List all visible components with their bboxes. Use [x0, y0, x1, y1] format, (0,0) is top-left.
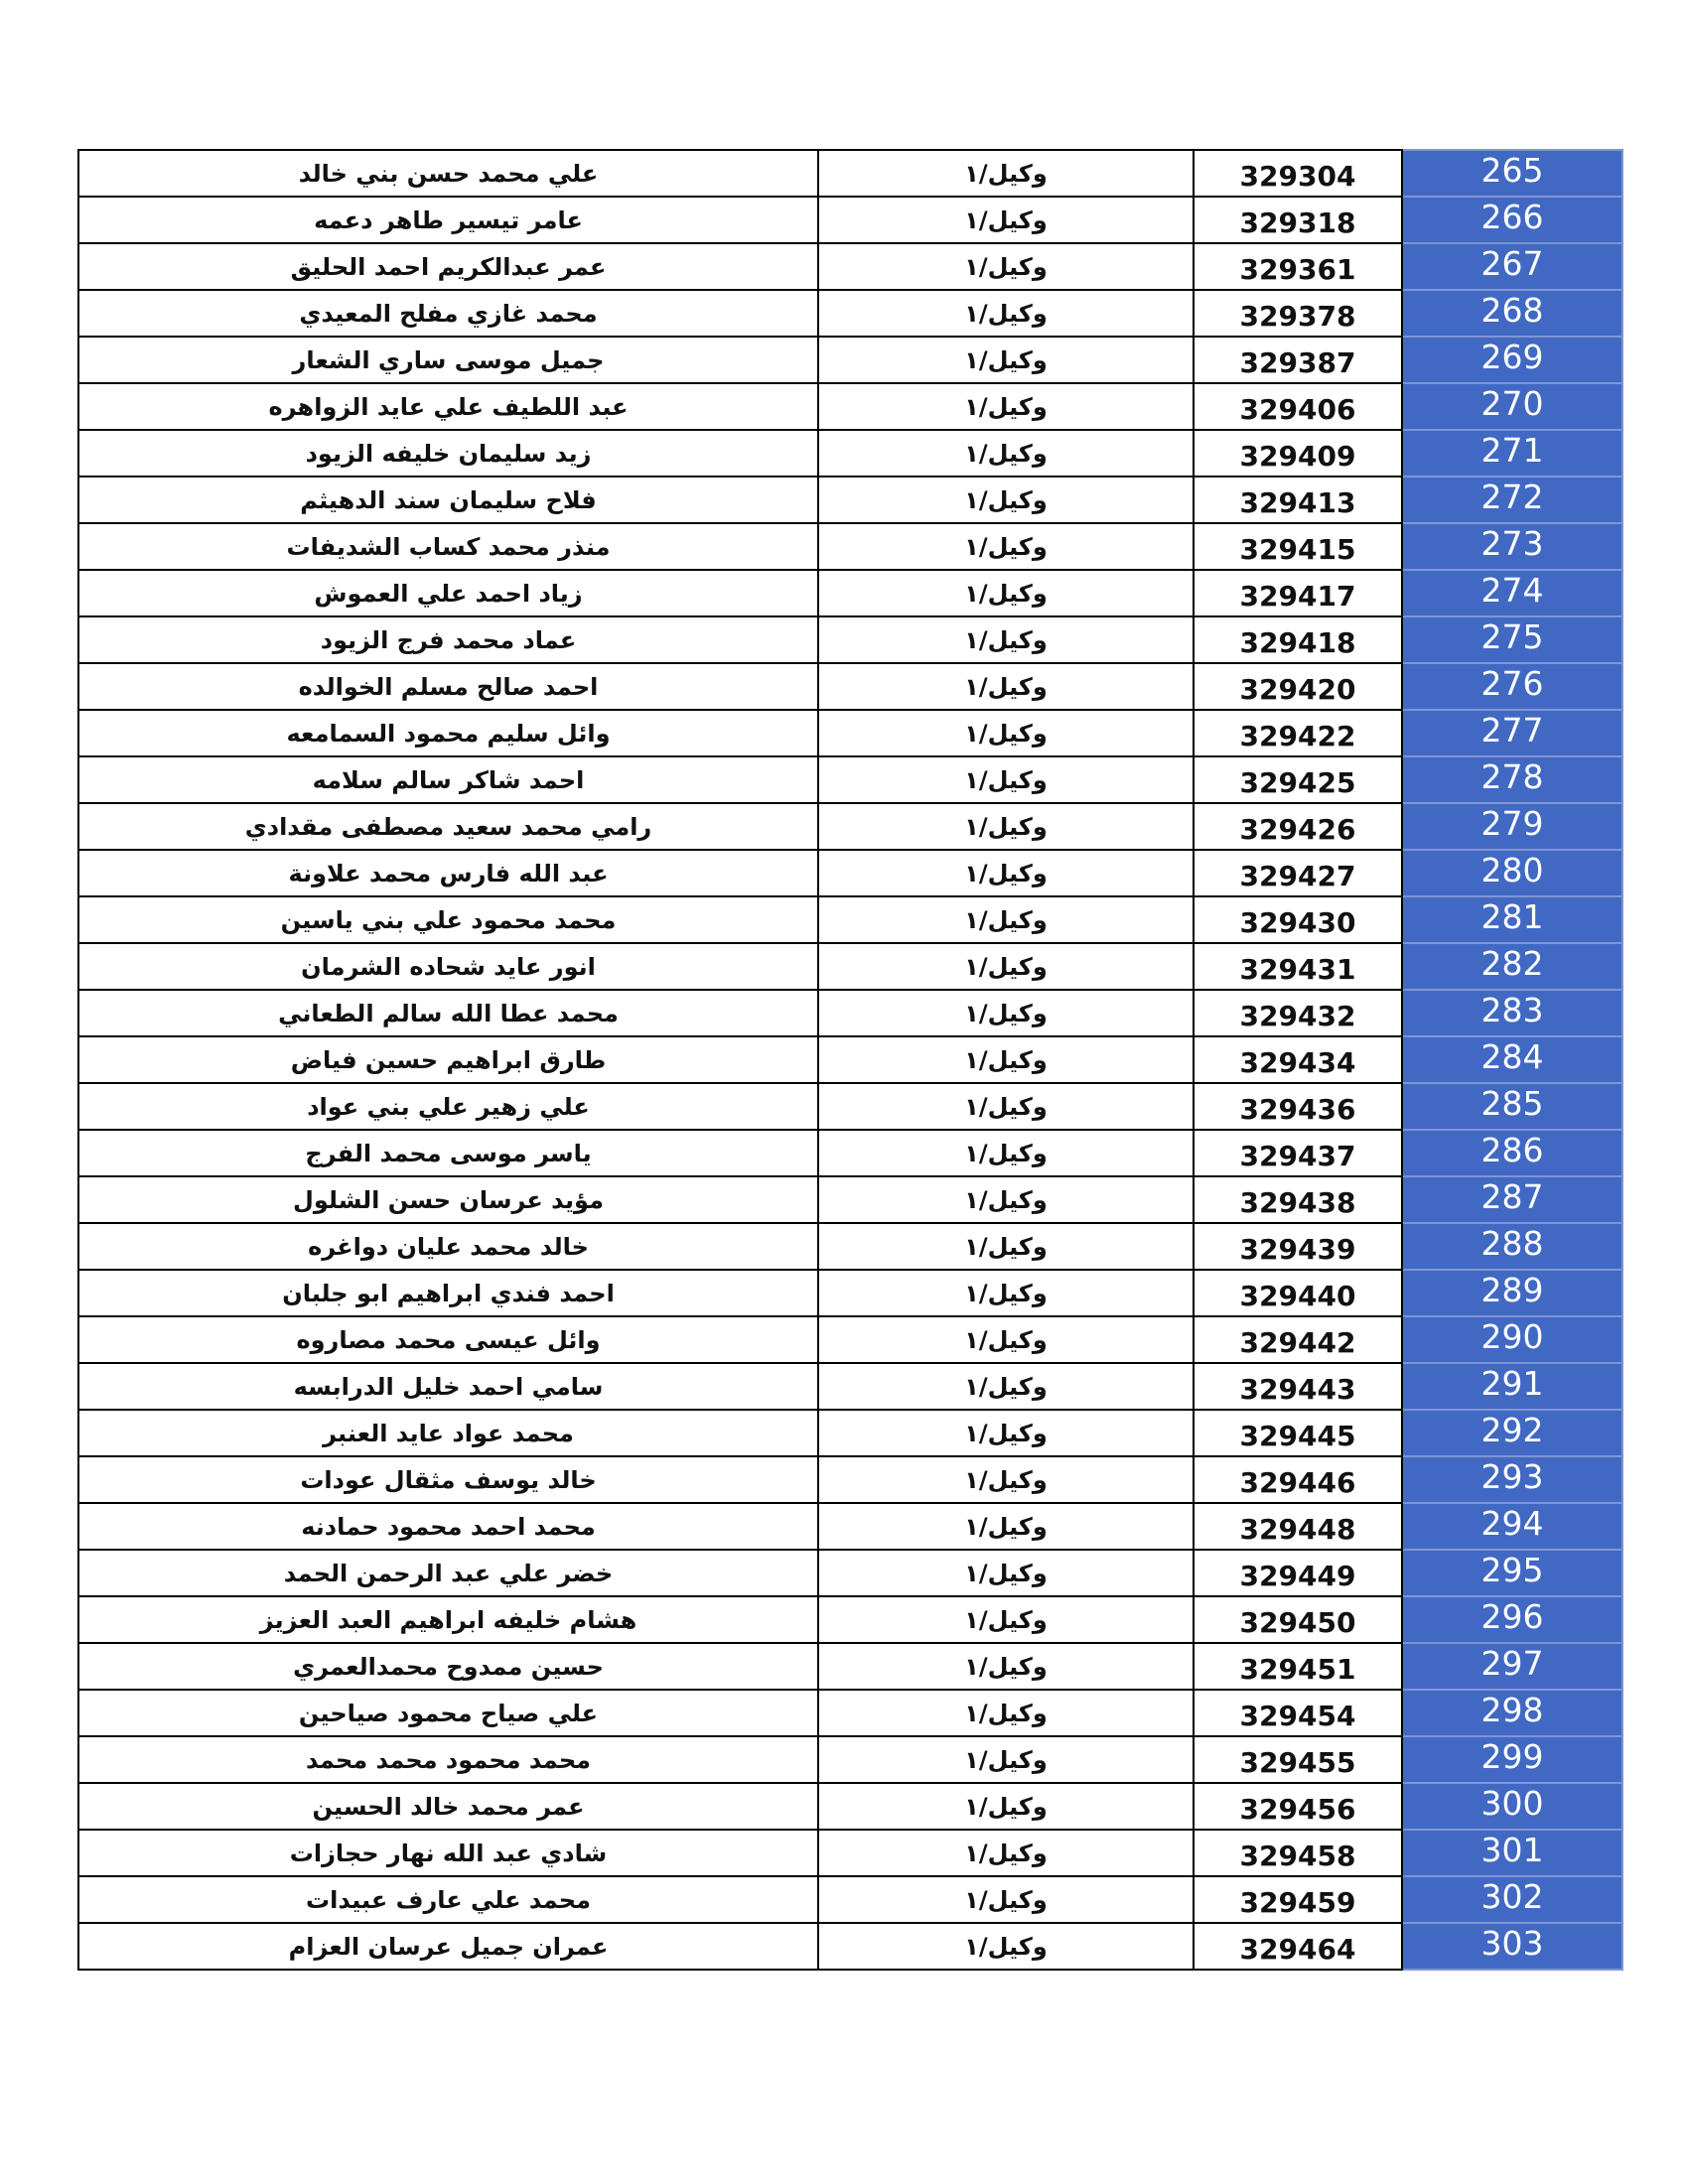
sequence-number-cell: 272 [1402, 477, 1622, 523]
name-cell: وائل سليم محمود السمامعه [78, 710, 818, 756]
rank-cell: وكيل/١ [818, 990, 1194, 1036]
table-row [78, 943, 1622, 990]
id-number-cell: 329361 [1194, 243, 1402, 290]
table-row [78, 1550, 1622, 1596]
sequence-number-cell: 270 [1402, 383, 1622, 430]
sequence-number-cell: 303 [1402, 1923, 1622, 1970]
name-cell: رامي محمد سعيد مصطفى مقدادي [78, 803, 818, 850]
sequence-number-cell: 294 [1402, 1503, 1622, 1550]
name-cell: عمر محمد خالد الحسين [78, 1783, 818, 1830]
name-cell: سامي احمد خليل الدرابسه [78, 1363, 818, 1410]
id-number-cell: 329426 [1194, 803, 1402, 850]
table-row [78, 337, 1622, 383]
table-row [78, 1270, 1622, 1316]
table-row [78, 1316, 1622, 1363]
table-row [78, 1223, 1622, 1270]
id-number-cell: 329420 [1194, 663, 1402, 710]
id-number-cell: 329406 [1194, 383, 1402, 430]
name-cell: زياد احمد علي العموش [78, 570, 818, 616]
name-cell: محمد عواد عايد العنبر [78, 1410, 818, 1456]
sequence-number-cell: 283 [1402, 990, 1622, 1036]
name-cell: عبد اللطيف علي عايد الزواهره [78, 383, 818, 430]
rank-cell: وكيل/١ [818, 337, 1194, 383]
table-row [78, 290, 1622, 337]
table-row [78, 1783, 1622, 1830]
id-number-cell: 329449 [1194, 1550, 1402, 1596]
table-row [78, 523, 1622, 570]
name-cell: خضر علي عبد الرحمن الحمد [78, 1550, 818, 1596]
id-number-cell: 329418 [1194, 616, 1402, 663]
table-row [78, 1830, 1622, 1876]
sequence-number-cell: 267 [1402, 243, 1622, 290]
rank-cell: وكيل/١ [818, 243, 1194, 290]
id-number-cell: 329422 [1194, 710, 1402, 756]
sequence-number-cell: 268 [1402, 290, 1622, 337]
id-number-cell: 329438 [1194, 1176, 1402, 1223]
sequence-number-cell: 292 [1402, 1410, 1622, 1456]
id-number-cell: 329448 [1194, 1503, 1402, 1550]
table-row [78, 1176, 1622, 1223]
id-number-cell: 329436 [1194, 1083, 1402, 1130]
rank-cell: وكيل/١ [818, 1503, 1194, 1550]
rank-cell: وكيل/١ [818, 1923, 1194, 1970]
personnel-table [77, 149, 1623, 1971]
table-row [78, 430, 1622, 477]
rank-cell: وكيل/١ [818, 1690, 1194, 1736]
name-cell: محمد غازي مفلح المعيدي [78, 290, 818, 337]
table-row [78, 896, 1622, 943]
rank-cell: وكيل/١ [818, 1643, 1194, 1690]
sequence-number-cell: 266 [1402, 197, 1622, 243]
rank-cell: وكيل/١ [818, 1223, 1194, 1270]
id-number-cell: 329440 [1194, 1270, 1402, 1316]
sequence-number-cell: 288 [1402, 1223, 1622, 1270]
id-number-cell: 329454 [1194, 1690, 1402, 1736]
rank-cell: وكيل/١ [818, 150, 1194, 197]
sequence-number-cell: 269 [1402, 337, 1622, 383]
table-row [78, 1456, 1622, 1503]
table-row [78, 1036, 1622, 1083]
id-number-cell: 329432 [1194, 990, 1402, 1036]
id-number-cell: 329425 [1194, 756, 1402, 803]
rank-cell: وكيل/١ [818, 850, 1194, 896]
name-cell: حسين ممدوح محمدالعمري [78, 1643, 818, 1690]
sequence-number-cell: 274 [1402, 570, 1622, 616]
id-number-cell: 329456 [1194, 1783, 1402, 1830]
table-row [78, 197, 1622, 243]
sequence-number-cell: 273 [1402, 523, 1622, 570]
sequence-number-cell: 280 [1402, 850, 1622, 896]
name-cell: جميل موسى ساري الشعار [78, 337, 818, 383]
id-number-cell: 329415 [1194, 523, 1402, 570]
sequence-number-cell: 279 [1402, 803, 1622, 850]
rank-cell: وكيل/١ [818, 1876, 1194, 1923]
rank-cell: وكيل/١ [818, 803, 1194, 850]
name-cell: محمد عطا الله سالم الطعاني [78, 990, 818, 1036]
table-row [78, 803, 1622, 850]
rank-cell: وكيل/١ [818, 197, 1194, 243]
personnel-table-body [78, 150, 1622, 1970]
name-cell: محمد محمود محمد محمد [78, 1736, 818, 1783]
name-cell: محمد علي عارف عبيدات [78, 1876, 818, 1923]
sequence-number-cell: 299 [1402, 1736, 1622, 1783]
sequence-number-cell: 300 [1402, 1783, 1622, 1830]
name-cell: ياسر موسى محمد الفرج [78, 1130, 818, 1176]
id-number-cell: 329439 [1194, 1223, 1402, 1270]
rank-cell: وكيل/١ [818, 570, 1194, 616]
rank-cell: وكيل/١ [818, 663, 1194, 710]
sequence-number-cell: 293 [1402, 1456, 1622, 1503]
name-cell: محمد احمد محمود حمادنه [78, 1503, 818, 1550]
sequence-number-cell: 287 [1402, 1176, 1622, 1223]
id-number-cell: 329434 [1194, 1036, 1402, 1083]
id-number-cell: 329451 [1194, 1643, 1402, 1690]
name-cell: احمد شاكر سالم سلامه [78, 756, 818, 803]
table-row [78, 1363, 1622, 1410]
table-row [78, 756, 1622, 803]
rank-cell: وكيل/١ [818, 1316, 1194, 1363]
table-row [78, 1690, 1622, 1736]
id-number-cell: 329455 [1194, 1736, 1402, 1783]
sequence-number-cell: 289 [1402, 1270, 1622, 1316]
name-cell: زيد سليمان خليفه الزيود [78, 430, 818, 477]
rank-cell: وكيل/١ [818, 1736, 1194, 1783]
table-row [78, 616, 1622, 663]
name-cell: شادي عبد الله نهار حجازات [78, 1830, 818, 1876]
name-cell: عمران جميل عرسان العزام [78, 1923, 818, 1970]
rank-cell: وكيل/١ [818, 477, 1194, 523]
sequence-number-cell: 276 [1402, 663, 1622, 710]
sequence-number-cell: 282 [1402, 943, 1622, 990]
rank-cell: وكيل/١ [818, 290, 1194, 337]
id-number-cell: 329430 [1194, 896, 1402, 943]
sequence-number-cell: 277 [1402, 710, 1622, 756]
id-number-cell: 329443 [1194, 1363, 1402, 1410]
sequence-number-cell: 281 [1402, 896, 1622, 943]
id-number-cell: 329378 [1194, 290, 1402, 337]
sequence-number-cell: 286 [1402, 1130, 1622, 1176]
name-cell: احمد فندي ابراهيم ابو جلبان [78, 1270, 818, 1316]
table-row [78, 1130, 1622, 1176]
rank-cell: وكيل/١ [818, 523, 1194, 570]
rank-cell: وكيل/١ [818, 1410, 1194, 1456]
table-row [78, 1736, 1622, 1783]
rank-cell: وكيل/١ [818, 1596, 1194, 1643]
table-row [78, 570, 1622, 616]
rank-cell: وكيل/١ [818, 1270, 1194, 1316]
sequence-number-cell: 296 [1402, 1596, 1622, 1643]
id-number-cell: 329458 [1194, 1830, 1402, 1876]
id-number-cell: 329387 [1194, 337, 1402, 383]
rank-cell: وكيل/١ [818, 943, 1194, 990]
rank-cell: وكيل/١ [818, 1083, 1194, 1130]
name-cell: منذر محمد كساب الشديفات [78, 523, 818, 570]
sequence-number-cell: 275 [1402, 616, 1622, 663]
table-row [78, 477, 1622, 523]
table-row [78, 850, 1622, 896]
id-number-cell: 329409 [1194, 430, 1402, 477]
name-cell: علي زهير علي بني عواد [78, 1083, 818, 1130]
id-number-cell: 329318 [1194, 197, 1402, 243]
rank-cell: وكيل/١ [818, 1176, 1194, 1223]
table-row [78, 1503, 1622, 1550]
table-row [78, 990, 1622, 1036]
rank-cell: وكيل/١ [818, 1783, 1194, 1830]
sequence-number-cell: 278 [1402, 756, 1622, 803]
id-number-cell: 329459 [1194, 1876, 1402, 1923]
rank-cell: وكيل/١ [818, 1036, 1194, 1083]
rank-cell: وكيل/١ [818, 710, 1194, 756]
sequence-number-cell: 290 [1402, 1316, 1622, 1363]
table-row [78, 1083, 1622, 1130]
name-cell: عمر عبدالكريم احمد الحليق [78, 243, 818, 290]
id-number-cell: 329417 [1194, 570, 1402, 616]
rank-cell: وكيل/١ [818, 1130, 1194, 1176]
name-cell: طارق ابراهيم حسين فياض [78, 1036, 818, 1083]
sequence-number-cell: 295 [1402, 1550, 1622, 1596]
rank-cell: وكيل/١ [818, 1550, 1194, 1596]
id-number-cell: 329464 [1194, 1923, 1402, 1970]
rank-cell: وكيل/١ [818, 383, 1194, 430]
id-number-cell: 329450 [1194, 1596, 1402, 1643]
name-cell: محمد محمود علي بني ياسين [78, 896, 818, 943]
sequence-number-cell: 297 [1402, 1643, 1622, 1690]
table-row [78, 243, 1622, 290]
sequence-number-cell: 284 [1402, 1036, 1622, 1083]
name-cell: وائل عيسى محمد مصاروه [78, 1316, 818, 1363]
name-cell: علي صياح محمود صياحين [78, 1690, 818, 1736]
sequence-number-cell: 285 [1402, 1083, 1622, 1130]
name-cell: عبد الله فارس محمد علاونة [78, 850, 818, 896]
rank-cell: وكيل/١ [818, 616, 1194, 663]
id-number-cell: 329442 [1194, 1316, 1402, 1363]
name-cell: عماد محمد فرج الزيود [78, 616, 818, 663]
sequence-number-cell: 302 [1402, 1876, 1622, 1923]
name-cell: خالد محمد عليان دواغره [78, 1223, 818, 1270]
table-row [78, 1643, 1622, 1690]
name-cell: علي محمد حسن بني خالد [78, 150, 818, 197]
name-cell: احمد صالح مسلم الخوالده [78, 663, 818, 710]
id-number-cell: 329437 [1194, 1130, 1402, 1176]
table-row [78, 383, 1622, 430]
rank-cell: وكيل/١ [818, 896, 1194, 943]
sequence-number-cell: 265 [1402, 150, 1622, 197]
name-cell: عامر تيسير طاهر دعمه [78, 197, 818, 243]
table-row [78, 710, 1622, 756]
id-number-cell: 329446 [1194, 1456, 1402, 1503]
id-number-cell: 329304 [1194, 150, 1402, 197]
sequence-number-cell: 271 [1402, 430, 1622, 477]
rank-cell: وكيل/١ [818, 1830, 1194, 1876]
rank-cell: وكيل/١ [818, 1456, 1194, 1503]
name-cell: مؤيد عرسان حسن الشلول [78, 1176, 818, 1223]
id-number-cell: 329445 [1194, 1410, 1402, 1456]
name-cell: خالد يوسف مثقال عودات [78, 1456, 818, 1503]
sequence-number-cell: 291 [1402, 1363, 1622, 1410]
rank-cell: وكيل/١ [818, 1363, 1194, 1410]
name-cell: هشام خليفه ابراهيم العبد العزيز [78, 1596, 818, 1643]
name-cell: انور عايد شحاده الشرمان [78, 943, 818, 990]
name-cell: فلاح سليمان سند الدهيثم [78, 477, 818, 523]
id-number-cell: 329413 [1194, 477, 1402, 523]
table-row [78, 150, 1622, 197]
rank-cell: وكيل/١ [818, 756, 1194, 803]
table-row [78, 1410, 1622, 1456]
table-row [78, 663, 1622, 710]
table-row [78, 1923, 1622, 1970]
rank-cell: وكيل/١ [818, 430, 1194, 477]
id-number-cell: 329427 [1194, 850, 1402, 896]
table-row [78, 1876, 1622, 1923]
sequence-number-cell: 298 [1402, 1690, 1622, 1736]
sequence-number-cell: 301 [1402, 1830, 1622, 1876]
id-number-cell: 329431 [1194, 943, 1402, 990]
table-row [78, 1596, 1622, 1643]
